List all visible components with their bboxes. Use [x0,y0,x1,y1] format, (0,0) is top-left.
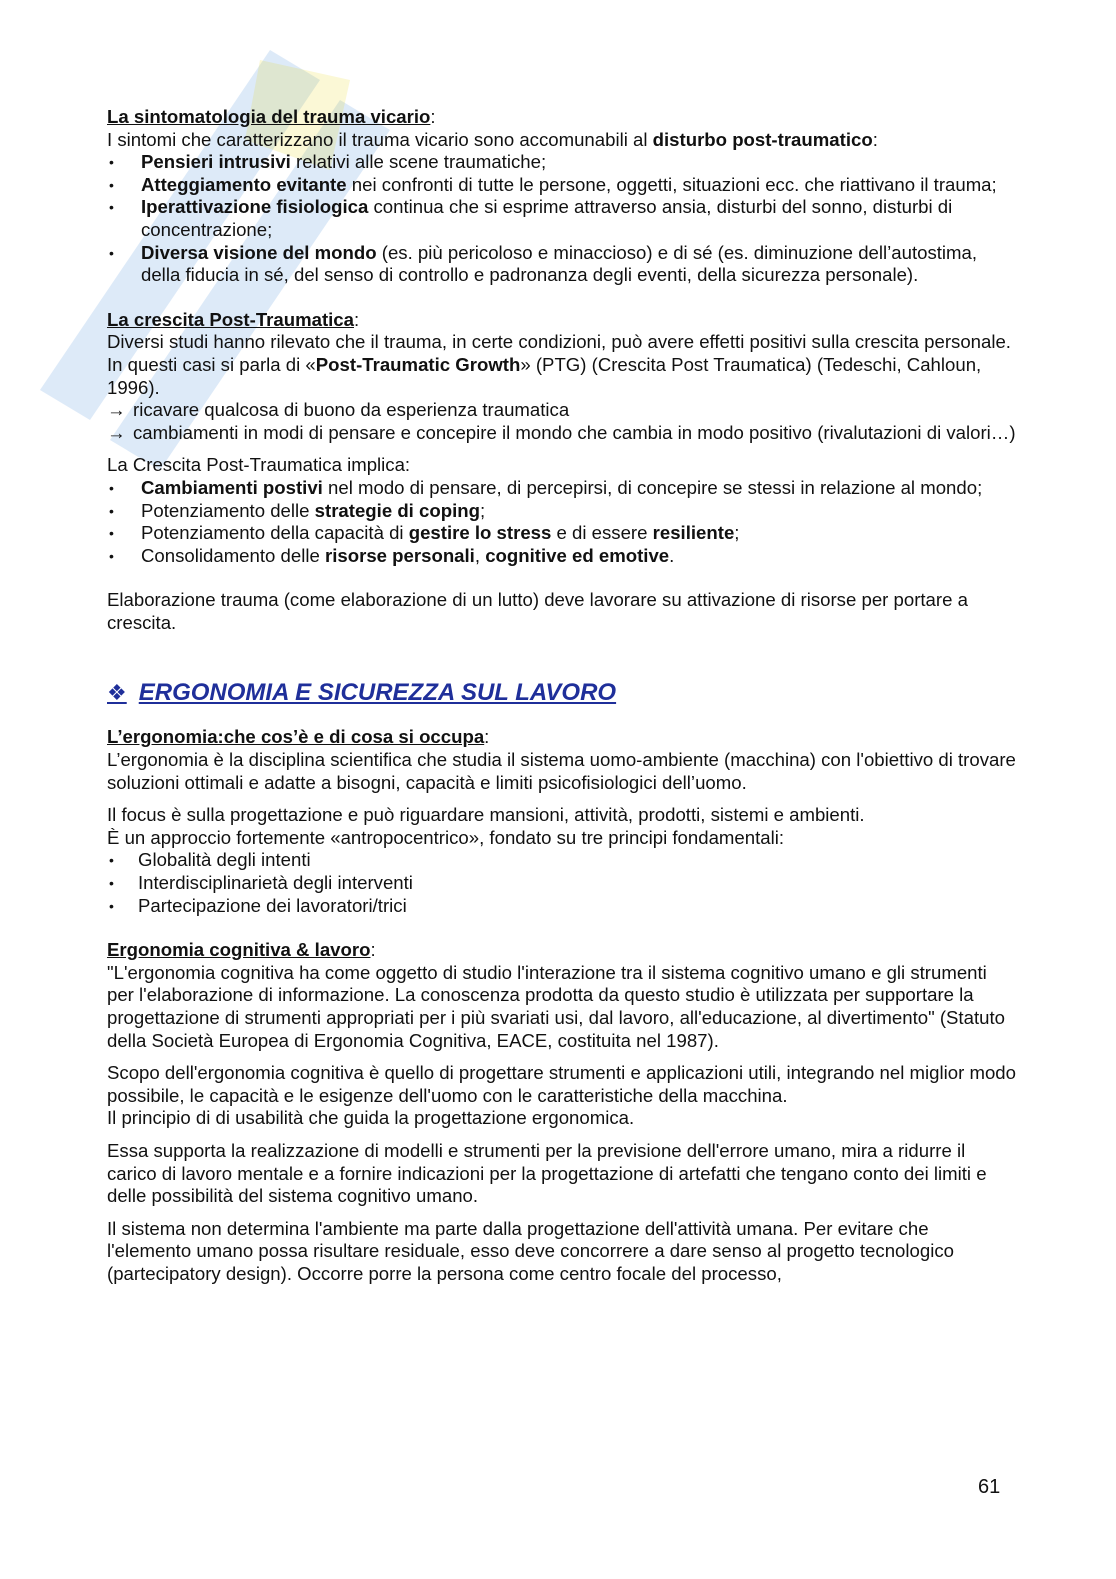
arrow-right-icon: → [107,399,126,421]
list-item: → cambiamenti in modi di pensare e concepire il mondo che cambia in modo positivo (rivalutazioni di valori…) [107,421,1016,443]
bullet-icon: • [109,199,114,216]
paragraph-supporta: Essa supporta la realizzazione di modelli e strumenti per la previsione dell'errore umano, mira a ridurre il carico di lavoro mentale e a fornire indicazioni per la progettazione di artefatti che tengano conto dei limiti e delle possibilità del sistema cognitivo umano. [107,1139,987,1207]
paragraph-implica: La Crescita Post-Traumatica implica: [107,454,411,476]
page-number: 61 [978,1476,1001,1498]
principles-list [107,849,1017,917]
intro-trauma-vicario: I sintomi che caratterizzano il trauma vicario sono accomunabili al disturbo post-traumatico: [107,128,878,150]
paragraph-focus: Il focus è sulla progettazione e può riguardare mansioni, attività, prodotti, sistemi e ambienti. [107,804,865,826]
bullet-icon: • [109,502,114,519]
bullet-icon: • [109,176,114,193]
paragraph-sistema: Il sistema non determina l'ambiente ma parte dalla progettazione dell'attività umana. Per evitare che l'elemento umano possa risultare residuale, esso deve concorrere a dare senso al progetto tecnologico (partecipatory design). Occorre porre la persona come centro focale del processo, [107,1217,954,1284]
list-item: • Pensieri intrusivi relativi alle scene traumatiche; [109,151,547,173]
section-title: ❖ ERGONOMIA E SICUREZZA SUL LAVORO [107,679,617,707]
heading-crescita: La crescita Post-Traumatica: [107,308,360,330]
list-item: • Consolidamento delle risorse personali, cognitive ed emotive. [109,544,675,566]
list-item: • Atteggiamento evitante nei confronti di tutte le persone, oggetti, situazioni ecc. che riattivano il trauma; [109,173,997,195]
paragraph-ergonomia: L’ergonomia è la disciplina scientifica che studia il sistema uomo-ambiente (macchina) con l'obiettivo di trovare soluzioni ottimali e adatte a bisogni, capacità e limiti psicofisiologici dell’uomo. [107,749,1016,793]
bullet-icon: • [109,875,114,892]
list-item: • Partecipazione dei lavoratori/trici [109,894,407,916]
list-item: • Potenziamento della capacità di gestire lo stress e di essere resiliente; [109,522,740,544]
paragraph-quote: "L'ergonomia cognitiva ha come oggetto di studio l'interazione tra il sistema cognitivo umano e gli strumenti per l'elaborazione di informazione. La conoscenza prodotta da questo studio è utilizzata per supportare la progettazione di strumenti appropriati per i più svariati usi, dal lavoro, all'educazione, al divertimento" (Statuto della Società Europea di Ergonomia Cognitiva, EACE, costituita nel 1987). [107,961,1005,1051]
document-page [107,106,1017,1286]
bullet-icon: • [109,852,114,869]
bullet-icon: • [109,154,114,171]
paragraph-scopo: Scopo dell'ergonomia cognitiva è quello di progettare strumenti e applicazioni utili, integrando nel miglior modo possibile, le capacità e le esigenze dell'uomo con le caratteristiche della macchina. [107,1062,1016,1106]
bullet-icon: • [109,244,114,261]
heading-ergonomia: L’ergonomia:che cos’è e di cosa si occupa: [107,726,490,748]
paragraph-approccio: È un approccio fortemente «antropocentrico», fondato su tre principi fondamentali: [107,826,785,848]
list-item: • Cambiamenti postivi nel modo di pensare, di percepirsi, di concepire se stessi in relazione al mondo; [109,476,983,498]
ptg-list [107,477,1017,567]
list-item: • Diversa visione del mondo (es. più pericoloso e minaccioso) e di sé (es. diminuzione dell’autostima, della fiducia in sé, del senso di controllo e padronanza degli eventi, della sicurezza personale). [109,241,978,286]
list-item: • Potenziamento delle strategie di coping; [109,499,486,521]
diamond-bullet-icon: ❖ [107,680,127,706]
bullet-icon: • [109,547,114,564]
list-item: • Interdisciplinarietà degli interventi [109,872,413,894]
list-item: • Iperattivazione fisiologica continua che si esprime attraverso ansia, disturbi del sonno, disturbi di concentrazione; [109,196,953,240]
arrow-list [107,399,1017,444]
symptom-list [107,151,1017,287]
heading-trauma-vicario: La sintomatologia del trauma vicario: [107,106,436,127]
bullet-icon: • [109,897,114,914]
paragraph-elaborazione: Elaborazione trauma (come elaborazione di un lutto) deve lavorare su attivazione di risorse per portare a crescita. [107,589,968,633]
list-item: → ricavare qualcosa di buono da esperienza traumatica [107,399,570,421]
heading-ergonomia-cognitiva: Ergonomia cognitiva & lavoro: [107,939,376,961]
paragraph-usabilita: Il principio di di usabilità che guida la progettazione ergonomica. [107,1107,635,1129]
arrow-right-icon: → [107,421,126,443]
bullet-icon: • [109,525,114,542]
bullet-icon: • [109,479,114,496]
list-item: • Globalità degli intenti [109,849,311,871]
paragraph-ptg: Diversi studi hanno rilevato che il trauma, in certe condizioni, può avere effetti positivi sulla crescita personale. In questi casi si parla di «Post-Traumatic Growth» (PTG) (Crescita Post Traumatica) (Tedeschi, Cahloun, 1996). [107,331,1011,398]
